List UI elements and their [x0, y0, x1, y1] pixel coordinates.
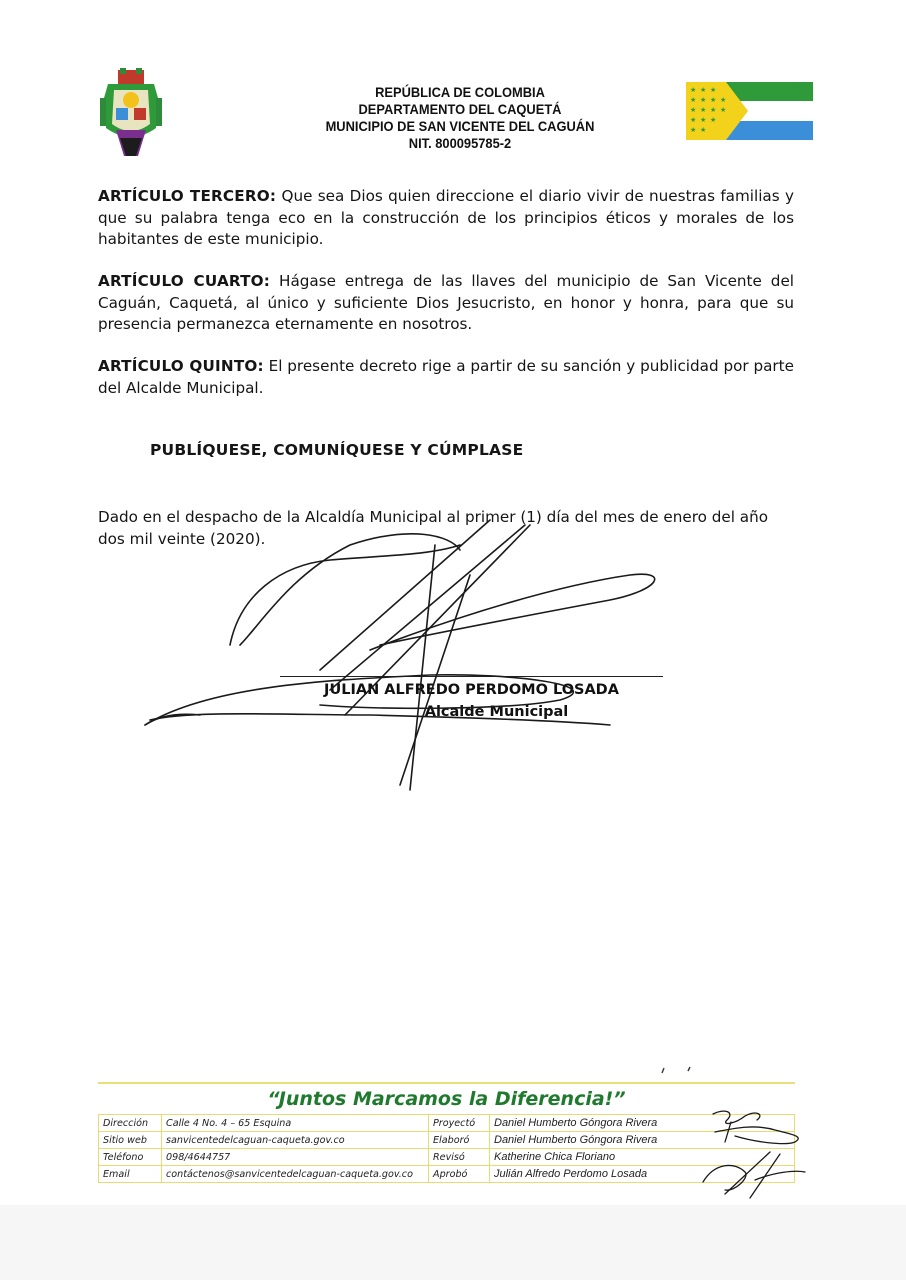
- svg-text:★: ★: [700, 86, 707, 94]
- svg-text:★: ★: [710, 106, 717, 114]
- municipal-flag-icon: [686, 82, 813, 140]
- footer-motto: “Juntos Marcamos la Diferencia!”: [98, 1082, 795, 1114]
- signatory-title: Alcalde Municipal: [424, 704, 569, 720]
- closing-formula: PUBLÍQUESE, COMUNÍQUESE Y CÚMPLASE: [150, 441, 524, 459]
- header-department: DEPARTAMENTO DEL CAQUETÁ: [358, 101, 562, 117]
- table-row: [99, 1166, 795, 1183]
- footer-role: Aprobó: [429, 1166, 490, 1183]
- article-text: El presente decreto rige a partir de su sanción y publicidad por parte del Alcalde Municipal.: [98, 357, 794, 397]
- svg-text:★: ★: [710, 86, 717, 94]
- footer-person: Katherine Chica Floriano: [490, 1149, 795, 1166]
- footer-role: Revisó: [429, 1149, 490, 1166]
- svg-text:★: ★: [720, 106, 727, 114]
- article-label: ARTÍCULO QUINTO:: [98, 357, 264, 375]
- document-header: [285, 84, 635, 152]
- handwritten-signature-icon: [130, 515, 690, 805]
- footer-role: Proyectó: [429, 1115, 490, 1132]
- svg-text:★: ★: [690, 126, 697, 134]
- header-country: REPÚBLICA DE COLOMBIA: [375, 84, 545, 100]
- footer-value: 098/4644757: [162, 1149, 429, 1166]
- svg-text:★: ★: [690, 116, 697, 124]
- svg-text:★: ★: [710, 116, 717, 124]
- article-third: [98, 186, 794, 251]
- footer-label: Email: [99, 1166, 162, 1183]
- article-fourth: [98, 271, 794, 336]
- issuance-statement: Dado en el despacho de la Alcaldía Municipal al primer (1) día del mes de enero del año dos mil veinte (2020).: [98, 508, 768, 548]
- svg-text:★: ★: [720, 96, 727, 104]
- svg-text:★: ★: [700, 116, 707, 124]
- footer-role: Elaboró: [429, 1132, 490, 1149]
- svg-text:★: ★: [700, 126, 707, 134]
- header-nit: NIT. 800095785-2: [408, 135, 512, 151]
- footer-label: Sitio web: [99, 1132, 162, 1149]
- article-label: ARTÍCULO TERCERO:: [98, 187, 277, 205]
- article-fifth: [98, 356, 794, 399]
- footer-person: Daniel Humberto Góngora Rivera: [490, 1132, 795, 1149]
- document-footer: [98, 1082, 795, 1183]
- footer-label: Dirección: [99, 1115, 162, 1132]
- scan-margin: [0, 1205, 906, 1280]
- article-text: Hágase entrega de las llaves del municipio de San Vicente del Caguán, Caquetá, al único y suficiente Dios Jesucristo, en honor y honra, para que su presencia permanezca eternamente en nosotros.: [98, 272, 795, 333]
- svg-text:★: ★: [690, 86, 697, 94]
- svg-text:★: ★: [690, 106, 697, 114]
- svg-text:★: ★: [700, 106, 707, 114]
- footer-value: Calle 4 No. 4 – 65 Esquina: [162, 1115, 429, 1132]
- svg-text:★: ★: [700, 96, 707, 104]
- initials-signature-icon: [695, 1102, 810, 1202]
- coat-of-arms-icon: [100, 68, 162, 160]
- svg-text:★: ★: [690, 96, 697, 104]
- footer-label: Teléfono: [99, 1149, 162, 1166]
- footer-value: sanvicentedelcaguan-caqueta.gov.co: [162, 1132, 429, 1149]
- table-row: [99, 1132, 795, 1149]
- svg-text:★: ★: [710, 96, 717, 104]
- footer-value: contáctenos@sanvicentedelcaguan-caqueta.gov.co: [162, 1166, 429, 1183]
- article-text: Que sea Dios quien direccione el diario vivir de nuestras familias y que su palabra tenga eco en la construcción de los principios éticos y morales de los habitantes de este municipio.: [98, 187, 794, 248]
- article-label: ARTÍCULO CUARTO:: [98, 272, 271, 290]
- footer-person: Daniel Humberto Góngora Rivera: [490, 1115, 795, 1132]
- table-row: [99, 1149, 795, 1166]
- footer-person: Julián Alfredo Perdomo Losada: [490, 1166, 795, 1183]
- header-municipality: MUNICIPIO DE SAN VICENTE DEL CAGUÁN: [325, 118, 595, 134]
- footer-table: [98, 1114, 795, 1183]
- table-row: [99, 1115, 795, 1132]
- signatory-name: JULIAN ALFREDO PERDOMO LOSADA: [324, 682, 619, 698]
- decorative-mark-icon: [660, 1065, 700, 1075]
